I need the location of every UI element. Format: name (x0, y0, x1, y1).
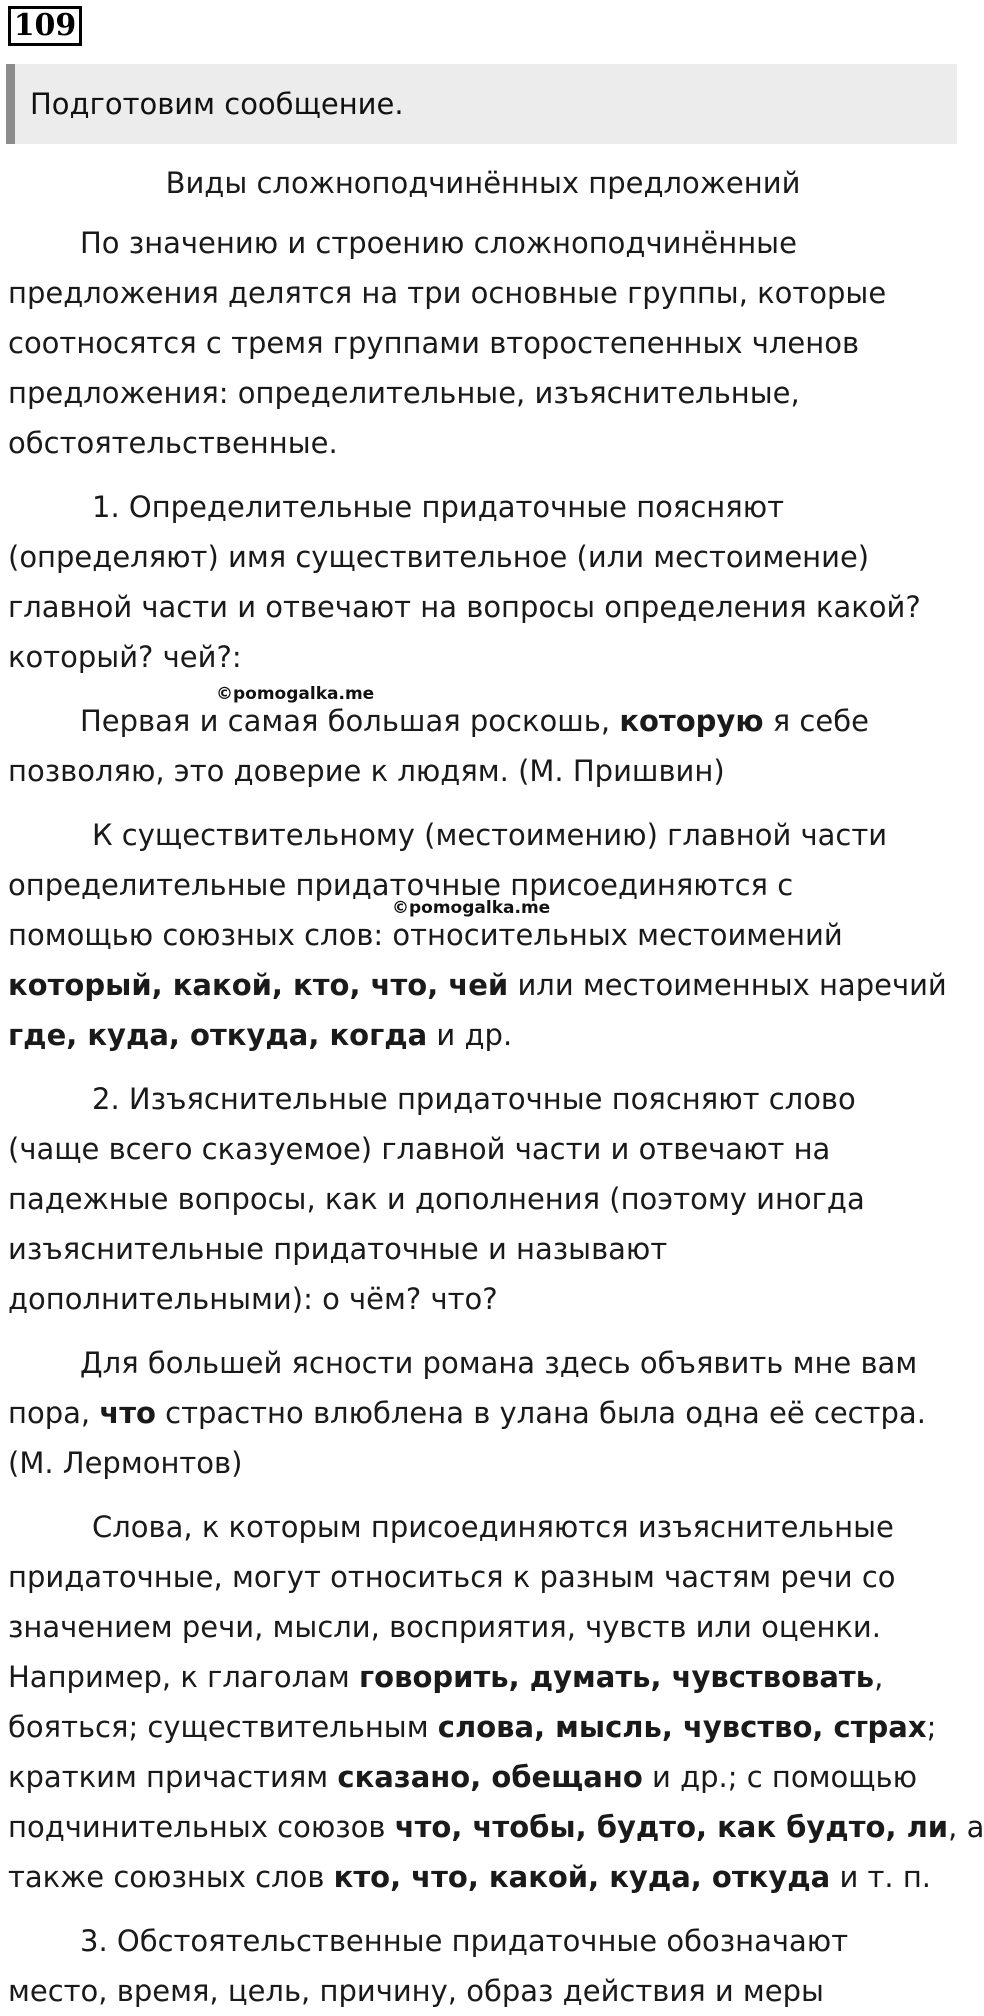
paragraph-explanatory: 2. Изъяснительные придаточные поясняют слово (чаще всего сказуемое) главной части и отвечают на падежные вопросы, как и дополнения (поэтому иногда изъяснительные придаточные и называют дополнительными): о чём? что? (8, 1082, 865, 1316)
example-lermontov: Для большей ясности романа здесь объявить мне вам пора, что страстно влюблена в улана была одна её сестра. (М. Лермонтов) (8, 1346, 926, 1480)
document-heading: Виды сложноподчинённых предложений (165, 166, 801, 200)
paragraph-definitive: 1. Определительные придаточные поясняют (определяют) имя существительное (или местоимение) главной части и отвечают на вопросы определения какой? который? чей?: (8, 490, 921, 674)
task-number: 109 (8, 6, 82, 46)
document-body (8, 158, 984, 2016)
paragraph-explanatory-words: Слова, к которым присоединяются изъяснительные придаточные, могут относиться к разным частям речи со значением речи, мысли, восприятия, чувств или оценки. Например, к глаголам говорить, думать, чувствовать, бояться; существительным слова, мысль, чувство, страх; кратким причастиям сказано, обещано и др.; с помощью подчинительных союзов что, чтобы, будто, как будто, ли, а также союзных слов кто, что, какой, куда, откуда и т. п. (8, 1510, 984, 1894)
paragraph-definitive-words: К существительному (местоимению) главной части определительные придаточные присоединяются с помощью союзных слов: относительных местоимений который, какой, кто, что, чей или местоименных наречий где, куда, откуда, когда и др. (8, 818, 947, 1052)
paragraph-circumstantial: 3. Обстоятельственные придаточные обозначают место, время, цель, причину, образ действия и меры (8, 1924, 849, 2008)
task-title: Подготовим сообщение. (30, 87, 404, 121)
watermark: ©pomogalka.me (392, 898, 551, 918)
example-prishvin: Первая и самая большая роскошь, которую я себе позволяю, это доверие к людям. (М. Пришвин) (8, 704, 869, 788)
watermark: ©pomogalka.me (216, 684, 375, 704)
task-title-bar (6, 64, 957, 144)
paragraph-intro: По значению и строению сложноподчинённые предложения делятся на три основные группы, которые соотносятся с тремя группами второстепенных членов предложения: определительные, изъяснительные, обстоятельственные. (8, 226, 887, 460)
